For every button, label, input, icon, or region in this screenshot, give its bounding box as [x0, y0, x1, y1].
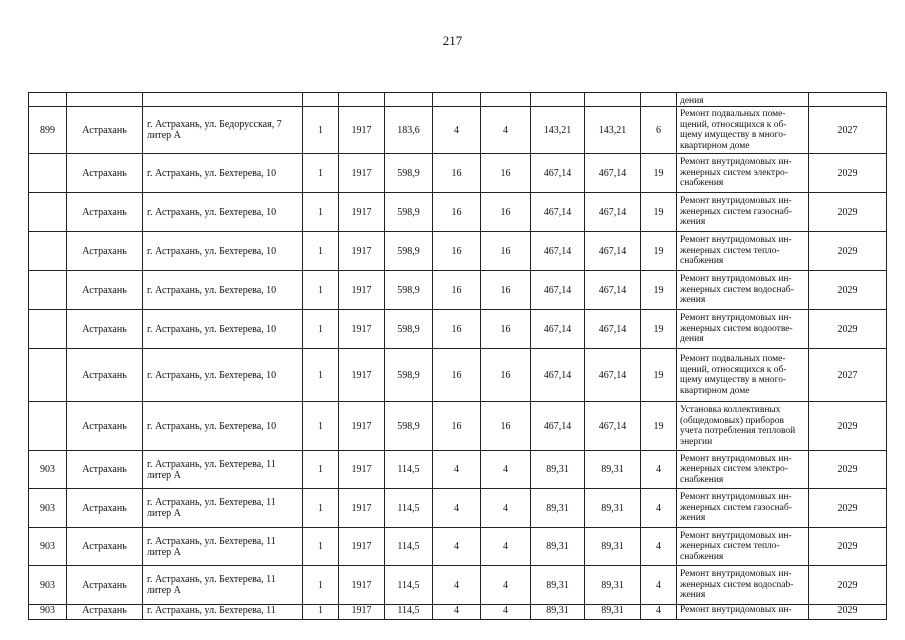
- value-1-cell: 467,14: [531, 193, 585, 232]
- plan-year-cell: 2029: [809, 528, 887, 566]
- table-row: [29, 489, 887, 528]
- plan-year-cell: 2029: [809, 489, 887, 528]
- area-cell: 114,5: [385, 566, 433, 605]
- value-1-cell: 467,14: [531, 402, 585, 451]
- table-row: [29, 605, 887, 620]
- row-number-cell: 903: [29, 451, 67, 489]
- col-b-cell: 4: [433, 107, 481, 154]
- area-cell: 114,5: [385, 489, 433, 528]
- area-cell: 598,9: [385, 271, 433, 310]
- col-a-cell: 1: [303, 605, 339, 620]
- row-number-cell: 899: [29, 107, 67, 154]
- col-d-cell: 4: [641, 528, 677, 566]
- year-cell: 1917: [339, 528, 385, 566]
- col-d-cell: 19: [641, 193, 677, 232]
- col-d-cell: 4: [641, 605, 677, 620]
- col-b-cell: 16: [433, 310, 481, 349]
- col-b-cell: 16: [433, 349, 481, 402]
- col-c-cell: 4: [481, 107, 531, 154]
- col-b-cell: 4: [433, 566, 481, 605]
- work-type-cell: дения: [677, 93, 809, 107]
- address-cell: г. Астрахань, ул. Бедорусская, 7 литер А: [143, 107, 303, 154]
- city-cell: Астрахань: [67, 402, 143, 451]
- city-cell: Астрахань: [67, 154, 143, 193]
- work-type-cell: Ремонт внутридомовых ин-женерных систем водоснаб-жения: [677, 271, 809, 310]
- table-row: [29, 271, 887, 310]
- row-number-cell: [29, 232, 67, 271]
- value-1-cell: 89,31: [531, 451, 585, 489]
- work-type-cell: Ремонт внутридомовых ин-женерных систем газоснаб-жения: [677, 489, 809, 528]
- col-d-cell: 19: [641, 232, 677, 271]
- plan-year-cell: 2027: [809, 349, 887, 402]
- col-b-cell: 16: [433, 271, 481, 310]
- col-a-cell: 1: [303, 451, 339, 489]
- table-row: [29, 232, 887, 271]
- col-c-cell: 16: [481, 349, 531, 402]
- plan-year-cell: 2029: [809, 605, 887, 620]
- year-cell: 1917: [339, 402, 385, 451]
- capital-repair-table: [28, 92, 887, 620]
- value-2-cell: 89,31: [585, 528, 641, 566]
- value-1-cell: 89,31: [531, 605, 585, 620]
- col-b-cell: 16: [433, 232, 481, 271]
- col-c-cell: 4: [481, 566, 531, 605]
- area-cell: 598,9: [385, 193, 433, 232]
- col-b-cell: 4: [433, 605, 481, 620]
- row-number-cell: [29, 271, 67, 310]
- work-type-cell: Ремонт внутридомовых ин-женерных систем электро-снабжения: [677, 154, 809, 193]
- year-cell: 1917: [339, 271, 385, 310]
- col-c-cell: 16: [481, 193, 531, 232]
- row-number-cell: [29, 349, 67, 402]
- col-a-cell: 1: [303, 232, 339, 271]
- address-cell: г. Астрахань, ул. Бехтерева, 11 литер А: [143, 566, 303, 605]
- city-cell: Астрахань: [67, 232, 143, 271]
- value-2-cell: 467,14: [585, 349, 641, 402]
- area-cell: 598,9: [385, 349, 433, 402]
- year-cell: 1917: [339, 107, 385, 154]
- area-cell: 114,5: [385, 605, 433, 620]
- city-cell: Астрахань: [67, 489, 143, 528]
- work-type-cell: Ремонт внутридомовых ин-женерных систем электро-снабжения: [677, 451, 809, 489]
- row-number-cell: 903: [29, 489, 67, 528]
- year-cell: 1917: [339, 566, 385, 605]
- value-1-cell: 89,31: [531, 566, 585, 605]
- table-row: [29, 193, 887, 232]
- col-d-cell: 19: [641, 349, 677, 402]
- col-a-cell: 1: [303, 107, 339, 154]
- col-c-cell: 4: [481, 605, 531, 620]
- col-d-cell: 19: [641, 154, 677, 193]
- value-1-cell: 89,31: [531, 489, 585, 528]
- col-a-cell: 1: [303, 566, 339, 605]
- area-cell: 598,9: [385, 402, 433, 451]
- col-a-cell: 1: [303, 402, 339, 451]
- year-cell: 1917: [339, 605, 385, 620]
- city-cell: Астрахань: [67, 193, 143, 232]
- col-c-cell: 4: [481, 528, 531, 566]
- work-type-cell: Ремонт внутридомовых ин-женерных систем тепло-снабжения: [677, 528, 809, 566]
- row-number-cell: [29, 154, 67, 193]
- value-1-cell: 467,14: [531, 232, 585, 271]
- table-row: [29, 310, 887, 349]
- plan-year-cell: 2029: [809, 402, 887, 451]
- row-number-cell: 903: [29, 566, 67, 605]
- col-c-cell: 4: [481, 451, 531, 489]
- col-c-cell: 16: [481, 402, 531, 451]
- city-cell: Астрахань: [67, 605, 143, 620]
- address-cell: г. Астрахань, ул. Бехтерева, 10: [143, 402, 303, 451]
- col-a-cell: 1: [303, 489, 339, 528]
- area-cell: 114,5: [385, 528, 433, 566]
- col-a-cell: 1: [303, 271, 339, 310]
- row-number-cell: 903: [29, 605, 67, 620]
- table-row: [29, 107, 887, 154]
- plan-year-cell: 2029: [809, 271, 887, 310]
- col-a-cell: 1: [303, 193, 339, 232]
- col-a-cell: 1: [303, 349, 339, 402]
- col-b-cell: 16: [433, 402, 481, 451]
- plan-year-cell: 2027: [809, 107, 887, 154]
- table-row: [29, 154, 887, 193]
- col-b-cell: 4: [433, 528, 481, 566]
- work-type-cell: Ремонт внутридомовых ин-женерных систем газоснаб-жения: [677, 193, 809, 232]
- area-cell: 114,5: [385, 451, 433, 489]
- area-cell: 183,6: [385, 107, 433, 154]
- city-cell: Астрахань: [67, 451, 143, 489]
- year-cell: 1917: [339, 349, 385, 402]
- city-cell: Астрахань: [67, 528, 143, 566]
- year-cell: 1917: [339, 193, 385, 232]
- area-cell: 598,9: [385, 154, 433, 193]
- value-2-cell: 467,14: [585, 193, 641, 232]
- year-cell: 1917: [339, 232, 385, 271]
- city-cell: Астрахань: [67, 566, 143, 605]
- col-c-cell: 4: [481, 489, 531, 528]
- col-d-cell: 4: [641, 566, 677, 605]
- work-type-cell: Ремонт подвальных поме-щений, относящихся к об-щему имуществу в много-квартирном доме: [677, 107, 809, 154]
- work-type-cell: Ремонт подвальных поме-щений, относящихся к об-щему имуществу в много-квартирном доме: [677, 349, 809, 402]
- col-d-cell: 6: [641, 107, 677, 154]
- col-d-cell: 4: [641, 489, 677, 528]
- col-d-cell: 19: [641, 310, 677, 349]
- page-number: 217: [442, 33, 463, 48]
- address-cell: г. Астрахань, ул. Бехтерева, 10: [143, 271, 303, 310]
- col-a-cell: 1: [303, 154, 339, 193]
- city-cell: Астрахань: [67, 310, 143, 349]
- col-b-cell: 4: [433, 489, 481, 528]
- col-a-cell: 1: [303, 528, 339, 566]
- plan-year-cell: 2029: [809, 451, 887, 489]
- col-c-cell: 16: [481, 271, 531, 310]
- plan-year-cell: 2029: [809, 310, 887, 349]
- row-number-cell: [29, 310, 67, 349]
- work-type-cell: Ремонт внутридомовых ин-женерных систем водосnab-жения: [677, 566, 809, 605]
- row-number-cell: [29, 193, 67, 232]
- col-b-cell: 16: [433, 193, 481, 232]
- address-cell: г. Астрахань, ул. Бехтерева, 11 литер А: [143, 489, 303, 528]
- plan-year-cell: 2029: [809, 193, 887, 232]
- table-row: [29, 402, 887, 451]
- year-cell: 1917: [339, 154, 385, 193]
- value-1-cell: 467,14: [531, 154, 585, 193]
- address-cell: г. Астрахань, ул. Бехтерева, 10: [143, 154, 303, 193]
- table-row: [29, 566, 887, 605]
- table-row: [29, 349, 887, 402]
- plan-year-cell: 2029: [809, 566, 887, 605]
- value-1-cell: 89,31: [531, 528, 585, 566]
- address-cell: г. Астрахань, ул. Бехтерева, 10: [143, 193, 303, 232]
- address-cell: г. Астрахань, ул. Бехтерева, 11: [143, 605, 303, 620]
- plan-year-cell: 2029: [809, 154, 887, 193]
- value-2-cell: 467,14: [585, 402, 641, 451]
- col-c-cell: 16: [481, 154, 531, 193]
- col-b-cell: 16: [433, 154, 481, 193]
- value-2-cell: 467,14: [585, 232, 641, 271]
- value-2-cell: 89,31: [585, 451, 641, 489]
- value-2-cell: 143,21: [585, 107, 641, 154]
- row-number-cell: 903: [29, 528, 67, 566]
- area-cell: 598,9: [385, 310, 433, 349]
- address-cell: г. Астрахань, ул. Бехтерева, 11 литер А: [143, 451, 303, 489]
- col-b-cell: 4: [433, 451, 481, 489]
- value-1-cell: 467,14: [531, 271, 585, 310]
- work-type-cell: Ремонт внутридомовых ин-: [677, 605, 809, 620]
- col-d-cell: 19: [641, 271, 677, 310]
- address-cell: г. Астрахань, ул. Бехтерева, 10: [143, 232, 303, 271]
- city-cell: Астрахань: [67, 107, 143, 154]
- year-cell: 1917: [339, 489, 385, 528]
- address-cell: г. Астрахань, ул. Бехтерева, 11 литер А: [143, 528, 303, 566]
- value-2-cell: 467,14: [585, 154, 641, 193]
- row-number-cell: [29, 402, 67, 451]
- area-cell: 598,9: [385, 232, 433, 271]
- city-cell: Астрахань: [67, 349, 143, 402]
- value-2-cell: 89,31: [585, 489, 641, 528]
- value-1-cell: 467,14: [531, 310, 585, 349]
- work-type-cell: Установка коллективных (общедомовых) приборов учета потребления тепловой энергии: [677, 402, 809, 451]
- col-c-cell: 16: [481, 310, 531, 349]
- value-2-cell: 467,14: [585, 310, 641, 349]
- table-row: [29, 528, 887, 566]
- value-2-cell: 467,14: [585, 271, 641, 310]
- address-cell: г. Астрахань, ул. Бехтерева, 10: [143, 349, 303, 402]
- city-cell: Астрахань: [67, 271, 143, 310]
- value-1-cell: 467,14: [531, 349, 585, 402]
- col-d-cell: 4: [641, 451, 677, 489]
- plan-year-cell: 2029: [809, 232, 887, 271]
- table-row-continuation: [29, 93, 887, 107]
- col-a-cell: 1: [303, 310, 339, 349]
- year-cell: 1917: [339, 451, 385, 489]
- table-row: [29, 451, 887, 489]
- address-cell: г. Астрахань, ул. Бехтерева, 10: [143, 310, 303, 349]
- value-2-cell: 89,31: [585, 566, 641, 605]
- work-type-cell: Ремонт внутридомовых ин-женерных систем водоотве-дения: [677, 310, 809, 349]
- year-cell: 1917: [339, 310, 385, 349]
- col-c-cell: 16: [481, 232, 531, 271]
- col-d-cell: 19: [641, 402, 677, 451]
- value-2-cell: 89,31: [585, 605, 641, 620]
- work-type-cell: Ремонт внутридомовых ин-женерных систем тепло-снабжения: [677, 232, 809, 271]
- value-1-cell: 143,21: [531, 107, 585, 154]
